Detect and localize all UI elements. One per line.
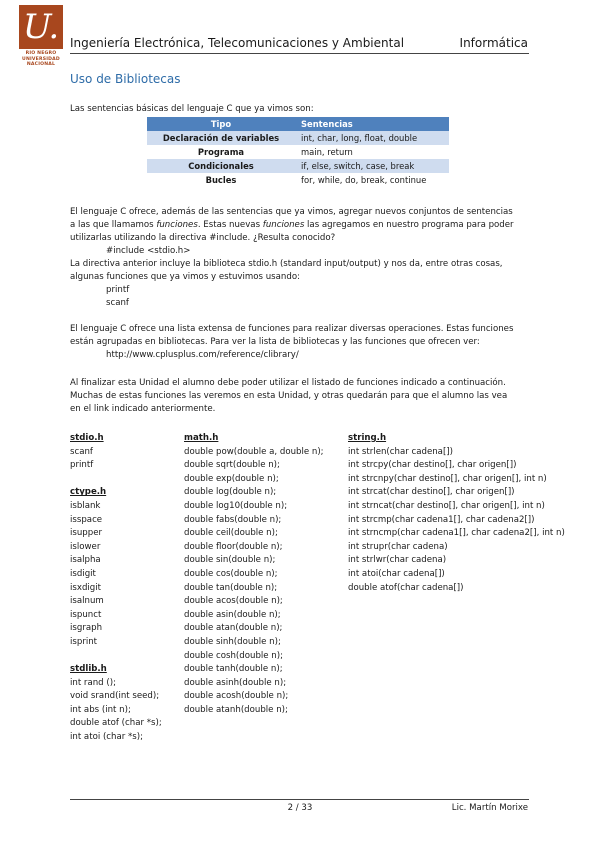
list-item: isprint <box>70 636 98 647</box>
list-item: double exp(double n); <box>184 473 279 484</box>
lib-title-math: math.h <box>184 433 219 443</box>
list-item: int abs (int n); <box>70 704 131 715</box>
list-item: double cos(double n); <box>184 568 278 579</box>
para1-italic: funciones <box>156 220 198 230</box>
header-course: Ingeniería Electrónica, Telecomunicaciones y Ambiental <box>70 36 405 50</box>
university-logo <box>19 5 63 71</box>
table-header-tipo: Tipo <box>147 117 295 131</box>
logo-line-2: UNIVERSIDAD NACIONAL <box>22 57 60 67</box>
list-item: scanf <box>70 446 93 457</box>
lib-title-ctype: ctype.h <box>70 487 107 498</box>
table-cell: Bucles <box>205 175 237 185</box>
para3-line1: El lenguaje C ofrece una lista extensa de funciones para realizar diversas operaciones. Estas funciones <box>70 324 514 334</box>
footer-author: Lic. Martín Morixe <box>451 803 528 813</box>
list-item: int strcnpy(char destino[], char origen[], int n) <box>348 473 547 484</box>
table-cell: Declaración de variables <box>147 131 295 145</box>
para2-line2: algunas funciones que ya vimos y estuvimos usando: <box>70 272 300 282</box>
lib-column-2 <box>184 432 324 717</box>
table-cell: Condicionales <box>147 159 295 173</box>
list-item: double acos(double n); <box>184 596 283 607</box>
list-item: printf <box>70 460 94 471</box>
spacer <box>70 650 162 664</box>
para4-line3: en el link indicado anteriormente. <box>70 404 216 414</box>
table-row <box>147 145 449 159</box>
table-header-row <box>147 117 449 131</box>
list-item: isdigit <box>70 568 96 579</box>
list-item: isalnum <box>70 596 104 607</box>
list-item: double sin(double n); <box>184 555 276 566</box>
footer-divider <box>70 799 529 800</box>
table-cell: for, while, do, break, continue <box>301 175 427 185</box>
para1-text: . Estas nuevas <box>197 220 263 230</box>
header-divider <box>70 53 529 54</box>
lib-column-1 <box>70 432 162 745</box>
statements-table <box>147 117 449 187</box>
list-item: int strcmp(char cadena1[], char cadena2[]) <box>348 514 535 525</box>
lib-title-string: string.h <box>348 433 387 443</box>
lib-title-stdlib: stdlib.h <box>70 664 107 675</box>
list-item: ispunct <box>70 609 102 620</box>
spacer <box>70 473 162 487</box>
para1-line3: utilizarlas utilizando la directiva #include. ¿Resulta conocido? <box>70 233 336 243</box>
list-item: double atof(char cadena[]) <box>348 582 464 593</box>
list-item: int atoi (char *s); <box>70 732 144 743</box>
list-item: double asin(double n); <box>184 609 281 620</box>
para1-line1: El lenguaje C ofrece, además de las sentencias que ya vimos, agregar nuevos conjuntos de sentencias <box>70 207 513 217</box>
list-item: void srand(int seed); <box>70 691 160 702</box>
section-title: Uso de Bibliotecas <box>70 72 181 86</box>
para2-line1: La directiva anterior incluye la biblioteca stdio.h (standard input/output) y nos da, entre otras cosas, <box>70 259 503 269</box>
list-item: double atan(double n); <box>184 623 283 634</box>
list-item: double acosh(double n); <box>184 691 289 702</box>
list-item: int strncat(char destino[], char origen[], int n) <box>348 500 545 511</box>
list-item: double sqrt(double n); <box>184 460 280 471</box>
list-item: isalpha <box>70 555 101 566</box>
list-item: double floor(double n); <box>184 541 283 552</box>
para1-text: a las que llamamos <box>70 220 157 230</box>
table-cell: int, char, long, float, double <box>295 131 449 145</box>
code-scanf: scanf <box>106 298 129 308</box>
para1-text: las agregamos en nuestro programa para poder <box>304 220 514 230</box>
list-item: double pow(double a, double n); <box>184 446 324 457</box>
table-cell: main, return <box>301 147 353 157</box>
list-item: int strcpy(char destino[], char origen[]) <box>348 460 517 471</box>
list-item: isxdigit <box>70 582 102 593</box>
table-header-sentencias: Sentencias <box>295 117 449 131</box>
list-item: double tanh(double n); <box>184 664 283 675</box>
list-item: double fabs(double n); <box>184 514 282 525</box>
list-item: double sinh(double n); <box>184 636 281 647</box>
list-item: int rand (); <box>70 677 116 688</box>
list-item: double tan(double n); <box>184 582 278 593</box>
code-printf: printf <box>106 285 130 295</box>
para4-line1: Al finalizar esta Unidad el alumno debe poder utilizar el listado de funciones indicado a continuación. <box>70 378 506 388</box>
para3-line2: están agrupadas en bibliotecas. Para ver la lista de bibliotecas y las funciones que ofrecen ver: <box>70 337 480 347</box>
list-item: double atanh(double n); <box>184 704 288 715</box>
table-row <box>147 173 449 187</box>
list-item: isspace <box>70 514 103 525</box>
include-code: #include <stdio.h> <box>106 246 191 256</box>
list-item: double ceil(double n); <box>184 528 278 539</box>
para4-line2: Muchas de estas funciones las veremos en esta Unidad, y otras quedarán para que el alumno las vea <box>70 391 508 401</box>
list-item: double atof (char *s); <box>70 718 162 729</box>
lib-title-stdio: stdio.h <box>70 433 104 443</box>
para1-italic: funciones <box>262 220 305 230</box>
list-item: int strupr(char cadena) <box>348 541 448 552</box>
list-item: int atoi(char cadena[]) <box>348 568 445 579</box>
page-number: 2 / 33 <box>287 803 313 813</box>
header-subject: Informática <box>459 36 528 50</box>
list-item: isblank <box>70 500 101 511</box>
list-item: int strncmp(char cadena1[], char cadena2[], int n) <box>348 528 565 539</box>
list-item: isupper <box>70 528 103 539</box>
list-item: isgraph <box>70 623 103 634</box>
table-row <box>147 131 449 145</box>
list-item: islower <box>70 541 101 552</box>
list-item: double asinh(double n); <box>184 677 287 688</box>
list-item: int strlen(char cadena[]) <box>348 446 453 457</box>
list-item: double cosh(double n); <box>184 650 283 661</box>
list-item: int strlwr(char cadena) <box>348 555 447 566</box>
para1-line2 <box>70 219 514 231</box>
list-item: int strcat(char destino[], char origen[]) <box>348 487 515 498</box>
table-row <box>147 159 449 173</box>
list-item: double log10(double n); <box>184 500 288 511</box>
logo-line-1: RIO NEGRO <box>25 51 57 56</box>
lib-column-3 <box>348 432 565 595</box>
list-item: double log(double n); <box>184 487 277 498</box>
logo-letter: U. <box>22 7 60 47</box>
table-cell: if, else, switch, case, break <box>295 159 449 173</box>
intro-text: Las sentencias básicas del lenguaje C que ya vimos son: <box>70 104 314 114</box>
table-cell: Programa <box>197 147 245 157</box>
reference-url: http://www.cplusplus.com/reference/clibrary/ <box>106 350 299 360</box>
